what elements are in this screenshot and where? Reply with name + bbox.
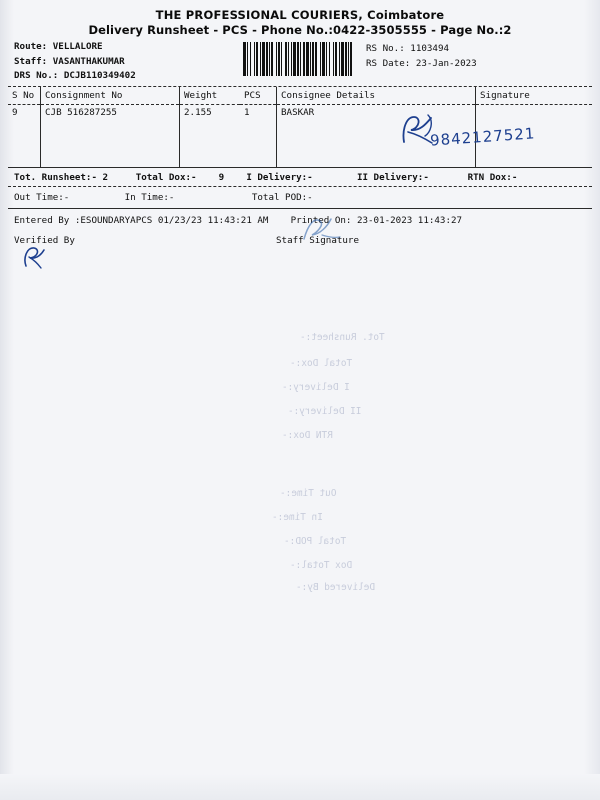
rs-date-line	[366, 57, 477, 72]
bleed-through-line: Total Dox:-	[290, 358, 353, 369]
times-line: Out Time:- In Time:- Total POD:-	[14, 192, 313, 203]
table-header-row	[8, 87, 592, 105]
bleed-through-line: In Time:-	[272, 512, 323, 523]
staff-value: VASANTHAKUMAR	[52, 55, 125, 67]
bleed-through-line: Dox Total:-	[290, 560, 353, 571]
drs-label: DRS No.:	[14, 70, 59, 81]
bleed-through-line: I Delivery:-	[282, 382, 350, 393]
col-header-sno: S No	[8, 87, 41, 105]
barcode-image	[243, 42, 353, 76]
header-left-block	[14, 40, 136, 84]
rs-date-value: 23-Jan-2023	[415, 57, 477, 69]
rs-no-value: 1103494	[410, 43, 450, 54]
document-header	[8, 40, 592, 86]
header-right-block	[366, 42, 477, 71]
cell-consignee: BASKAR	[277, 105, 476, 168]
bleed-through-line: RTN Dox:-	[282, 430, 333, 441]
bleed-through-line: II Delivery:-	[288, 406, 362, 417]
cell-consignment-no: CJB 516287255	[41, 105, 180, 168]
bleed-through-line: Total POD:-	[284, 536, 347, 547]
rs-no-label: RS No.:	[366, 43, 405, 54]
drs-line	[14, 69, 136, 84]
staff-signature-mark	[300, 215, 344, 243]
bleed-through-line: Out Time:-	[280, 488, 337, 499]
table-header	[8, 87, 592, 105]
totals-line: Tot. Runsheet:- 2 Total Dox:- 9 I Delivery:- II Delivery:- RTN Dox:-	[14, 172, 518, 183]
bleed-through-line: Tot. Runsheet:-	[300, 332, 385, 343]
route-label: Route:	[14, 41, 48, 52]
cell-weight: 2.155	[180, 105, 241, 168]
col-header-consignee-details: Consignee Details	[277, 87, 476, 105]
drs-value: DCJB110349402	[63, 70, 136, 81]
staff-label: Staff:	[14, 55, 48, 67]
col-header-signature: Signature	[476, 87, 593, 105]
verified-by-label: Verified By	[14, 235, 75, 246]
rs-date-label: RS Date:	[366, 57, 411, 69]
rs-no-line	[366, 42, 477, 57]
route-line	[14, 40, 136, 55]
cell-sno: 9	[12, 107, 18, 118]
cell-pcs: 1	[244, 107, 250, 118]
company-title: THE PROFESSIONAL COURIERS, Coimbatore	[155, 8, 445, 22]
signature-phone-number: 9842127521	[429, 124, 536, 150]
page-edge-shadow-bottom	[0, 774, 600, 800]
col-header-consignment-no: Consignment No	[41, 87, 180, 105]
entered-printed-line: Entered By :ESOUNDARYAPCS 01/23/23 11:43:21 AM Printed On: 23-01-2023 11:43:27	[14, 215, 463, 226]
verified-by-signature-mark	[20, 244, 50, 270]
recipient-signature-mark	[398, 112, 446, 146]
route-value: VELLALORE	[52, 41, 103, 52]
col-header-weight: Weight	[180, 87, 241, 105]
document-subtitle: Delivery Runsheet - PCS - Phone No.:0422-3505555 - Page No.:2	[88, 23, 512, 37]
staff-signature-label: Staff Signature	[276, 235, 359, 246]
bleed-through-line: Delivered By:-	[296, 582, 376, 593]
col-header-pcs: PCS	[240, 87, 277, 105]
staff-line	[14, 55, 136, 70]
